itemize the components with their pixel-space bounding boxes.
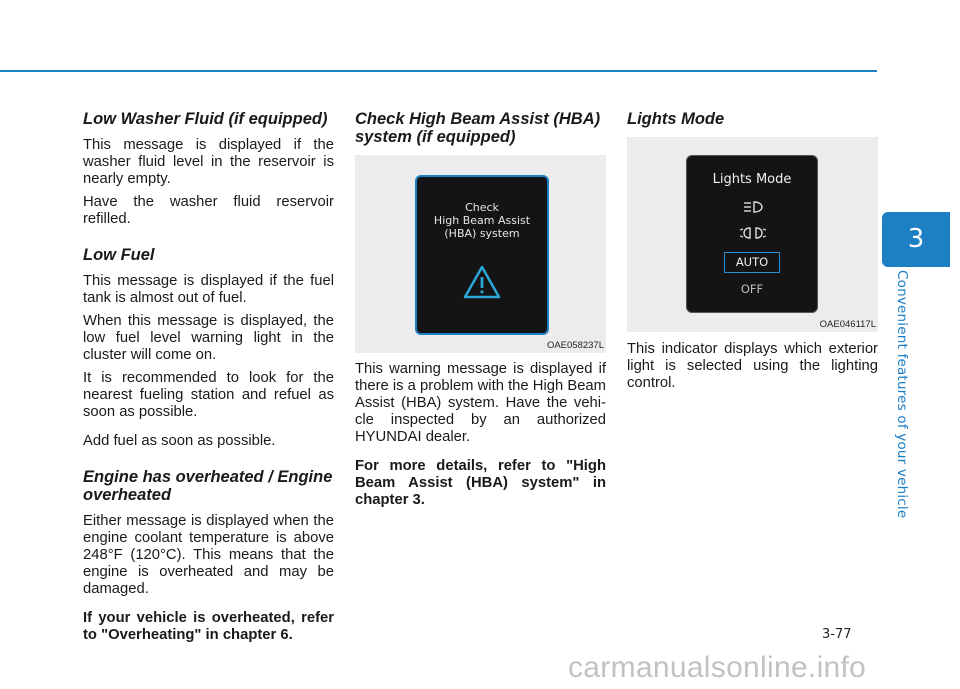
figure-code: OAE058237L — [546, 340, 604, 351]
cluster-screen — [686, 155, 818, 313]
warning-triangle-icon — [463, 265, 501, 299]
watermark: carmanualsonline.info — [568, 651, 867, 684]
auto-selection-box — [724, 252, 780, 273]
chapter-title: Convenient features of your vehicle — [894, 270, 910, 519]
section-title-engine-overheated: Engine has overheated / Engine overheated — [83, 468, 333, 504]
hba-text-line-2: High Beam Assist — [433, 214, 531, 227]
column-1 — [83, 110, 334, 650]
paragraph: When this message is displayed, the low fuel level warning light in the cluster will come on. — [83, 313, 334, 363]
chapter-title-vertical — [894, 270, 920, 519]
lights-mode-figure — [627, 137, 878, 332]
figure-code: OAE046117L — [819, 319, 876, 330]
paragraph: This warning message is displayed if there is a problem with the High Beam Assist (HBA) system. Have the vehi-cle inspected by an authorized HYUNDAI dealer. — [355, 361, 606, 445]
section-title-hba: Check High Beam Assist (HBA) system (if equipped) — [355, 110, 601, 146]
cluster-screen — [415, 175, 549, 335]
paragraph: Have the washer fluid reservoir refilled. — [83, 194, 334, 227]
hba-figure — [355, 155, 606, 353]
paragraph: This message is displayed if the washer fluid level in the reservoir is nearly empty. — [83, 137, 334, 187]
paragraph: This indicator displays which exterior light is selected using the lighting control. — [627, 341, 878, 391]
section-title-low-fuel: Low Fuel — [83, 246, 155, 264]
paragraph: Add fuel as soon as possible. — [83, 433, 276, 449]
lights-mode-heading: Lights Mode — [712, 172, 792, 187]
parking-lamp-icon — [740, 226, 766, 240]
paragraph: Either message is displayed when the engine coolant temperature is above 248°F (120°C). This means that the engine is overheated and may be damaged. — [83, 513, 334, 597]
paragraph: This message is displayed if the fuel tank is almost out of fuel. — [83, 273, 334, 306]
chapter-tab — [882, 212, 950, 267]
paragraph: It is recommended to look for the nearest fueling station and refuel as soon as possible. — [83, 370, 334, 420]
header-rule — [0, 70, 877, 72]
section-title-lights-mode: Lights Mode — [627, 110, 725, 128]
headlamp-icon — [742, 200, 764, 214]
section-title-low-washer-fluid: Low Washer Fluid (if equipped) — [83, 110, 328, 128]
hba-text-line-1: Check — [465, 201, 499, 214]
auto-option: AUTO — [735, 255, 769, 269]
column-2 — [355, 110, 606, 515]
note-paragraph: For more details, refer to "High Beam Assist (HBA) system" in chapter 3. — [355, 458, 606, 508]
chapter-number: 3 — [907, 224, 925, 254]
column-3 — [627, 110, 878, 398]
hba-text-line-3: (HBA) system — [444, 227, 520, 240]
note-paragraph: If your vehicle is overheated, refer to "Overheating" in chapter 6. — [83, 610, 334, 643]
page-number: 3-77 — [822, 627, 852, 642]
off-option: OFF — [740, 282, 764, 296]
